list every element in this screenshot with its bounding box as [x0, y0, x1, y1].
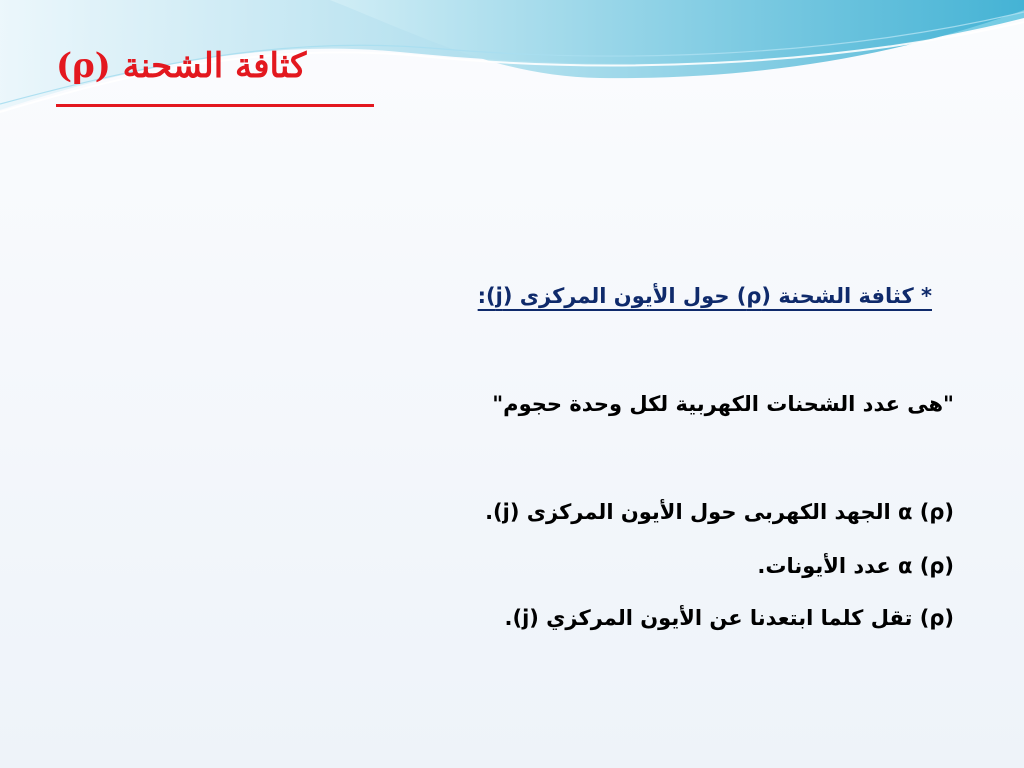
point-2: (ρ) α عدد الأيونات. [757, 554, 954, 578]
title-underline [56, 104, 374, 107]
definition-text: "هى عدد الشحنات الكهربية لكل وحدة حجوم" [492, 392, 954, 416]
slide-title: كثافة الشحنة (ρ) [56, 46, 307, 86]
point-1: (ρ) α الجهد الكهربى حول الأيون المركزى (j). [485, 500, 954, 524]
wave-front [330, 0, 1024, 78]
section-heading: * كثافة الشحنة (ρ) حول الأيون المركزى (j): [477, 284, 932, 308]
point-3: (ρ) تقل كلما ابتعدنا عن الأيون المركزي (j). [504, 606, 954, 630]
